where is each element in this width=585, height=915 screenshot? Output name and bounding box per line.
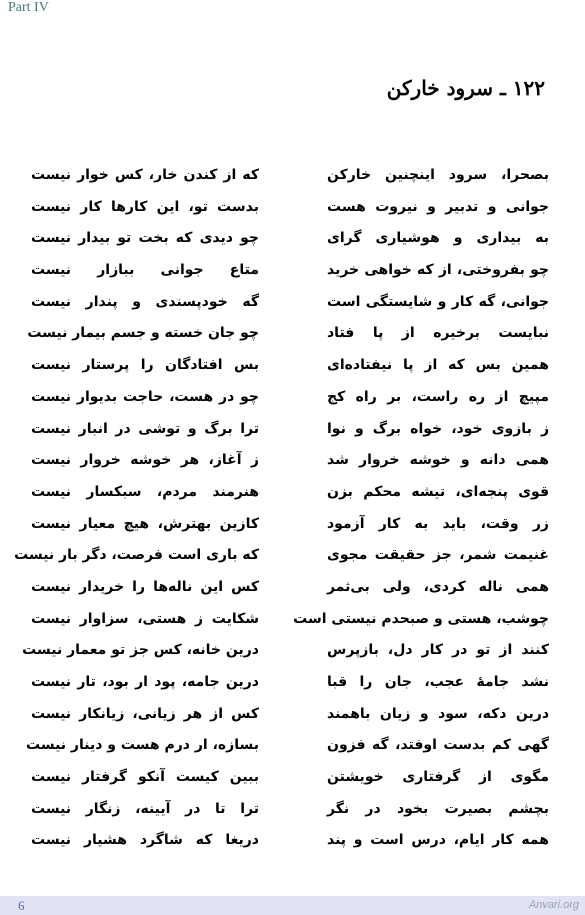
second-hemistich: کازین بهترش، هیچ معیار نیست xyxy=(31,515,259,532)
second-hemistich: که باری است فرصت، دگر بار نیست xyxy=(14,547,259,564)
verse-row xyxy=(0,671,585,703)
verse-row xyxy=(0,196,585,228)
first-hemistich: جوانی، گه کار و شایستگی است xyxy=(327,293,549,310)
verse-row xyxy=(0,481,585,513)
verse-row xyxy=(0,418,585,450)
first-hemistich: همه کار ایام، درس است و پند xyxy=(327,832,549,849)
first-hemistich: بچشم بصیرت بخود در نگر xyxy=(327,800,549,817)
second-hemistich: شکایت ز هستی، سزاوار نیست xyxy=(31,610,259,627)
first-hemistich: زر وقت، باید به کار آزمود xyxy=(327,515,549,532)
verse-row xyxy=(0,829,585,861)
second-hemistich: چو در هست، حاجت بدیوار نیست xyxy=(31,388,259,405)
second-hemistich: متاع جوانی ببازار نیست xyxy=(31,262,259,279)
verse-row xyxy=(0,703,585,735)
second-hemistich: گه خودپسندی و پندار نیست xyxy=(31,293,259,310)
second-hemistich: ز آغاز، هر خوشه خروار نیست xyxy=(31,452,259,469)
first-hemistich: بصحرا، سرود اینچنین خارکن xyxy=(327,167,549,183)
first-hemistich: همی دانه و خوشه خروار شد xyxy=(327,452,549,469)
verse-row xyxy=(0,639,585,671)
second-hemistich: دریغا که شاگرد هشیار نیست xyxy=(31,832,259,849)
first-hemistich: چو بفروختی، از که خواهی خرید xyxy=(327,262,549,279)
second-hemistich: چو دیدی که بخت تو بیدار نیست xyxy=(31,230,259,247)
poem-verses xyxy=(0,164,585,861)
verse-row xyxy=(0,322,585,354)
second-hemistich: ترا برگ و توشی در انبار نیست xyxy=(31,420,259,437)
verse-row xyxy=(0,354,585,386)
verse-row xyxy=(0,291,585,323)
second-hemistich: ترا تا در آیینه، زنگار نیست xyxy=(31,800,259,817)
verse-row xyxy=(0,227,585,259)
first-hemistich: قوی پنجه‌ای، تیشه محکم بزن xyxy=(327,483,549,500)
site-watermark: Anvari.org xyxy=(528,899,579,911)
first-hemistich: جوانی و تدبیر و نیروت هست xyxy=(327,198,549,215)
second-hemistich: بدست تو، این کارها کار نیست xyxy=(31,198,259,215)
first-hemistich: چوشب، هستی و صبحدم نیستی است xyxy=(293,610,549,627)
first-hemistich: نبایست برخیره از پا فتاد xyxy=(327,325,549,342)
first-hemistich: همی ناله کردی، ولی بی‌ثمر xyxy=(327,578,549,595)
verse-row xyxy=(0,734,585,766)
verse-row xyxy=(0,164,585,196)
verse-row xyxy=(0,449,585,481)
first-hemistich: ز بازوی خود، خواه برگ و نوا xyxy=(327,420,549,437)
first-hemistich: نشد جامهٔ عجب، جان را قبا xyxy=(327,674,549,690)
first-hemistich: غنیمت شمر، جز حقیقت مجوی xyxy=(327,547,549,564)
verse-row xyxy=(0,608,585,640)
second-hemistich: چو جان خسته و جسم بیمار نیست xyxy=(27,325,259,342)
footer-bar xyxy=(0,896,585,915)
second-hemistich: ببین کیست آنکو گرفتار نیست xyxy=(31,769,259,786)
first-hemistich: کنند از تو در کار دل، بازپرس xyxy=(327,642,549,659)
poem-title: ۱۲۲ ـ سرود خارکن xyxy=(386,76,545,100)
verse-row xyxy=(0,386,585,418)
verse-row xyxy=(0,576,585,608)
second-hemistich: هنرمند مردم، سبکسار نیست xyxy=(31,483,259,500)
part-label: Part IV xyxy=(8,0,49,15)
second-hemistich: بسازه، ار درم هست و دینار نیست xyxy=(26,737,259,754)
second-hemistich: کس این ناله‌ها را خریدار نیست xyxy=(31,578,259,595)
second-hemistich: بس افتادگان را پرستار نیست xyxy=(31,357,259,374)
first-hemistich: گهی کم بدست اوفتد، گه فزون xyxy=(327,737,549,754)
verse-row xyxy=(0,766,585,798)
second-hemistich: درین خانه، کس جز تو معمار نیست xyxy=(22,642,259,659)
first-hemistich: به بیداری و هوشیاری گرای xyxy=(327,230,549,247)
first-hemistich: همین بس که از پا نیفتاده‌ای xyxy=(327,357,549,374)
first-hemistich: مگوی از گرفتاری خویشتن xyxy=(327,769,549,786)
verse-row xyxy=(0,513,585,545)
verse-row xyxy=(0,259,585,291)
verse-row xyxy=(0,544,585,576)
second-hemistich: درین جامه، پود ار بود، تار نیست xyxy=(31,674,259,690)
first-hemistich: درین دکه، سود و زیان باهمند xyxy=(327,705,549,722)
second-hemistich: کس از هر زیانی، زیانکار نیست xyxy=(31,705,259,722)
first-hemistich: مپیچ از ره راست، بر راه کج xyxy=(327,388,549,405)
verse-row xyxy=(0,798,585,830)
second-hemistich: که از کندن خار، کس خوار نیست xyxy=(31,167,259,183)
page-number: 6 xyxy=(18,898,25,913)
